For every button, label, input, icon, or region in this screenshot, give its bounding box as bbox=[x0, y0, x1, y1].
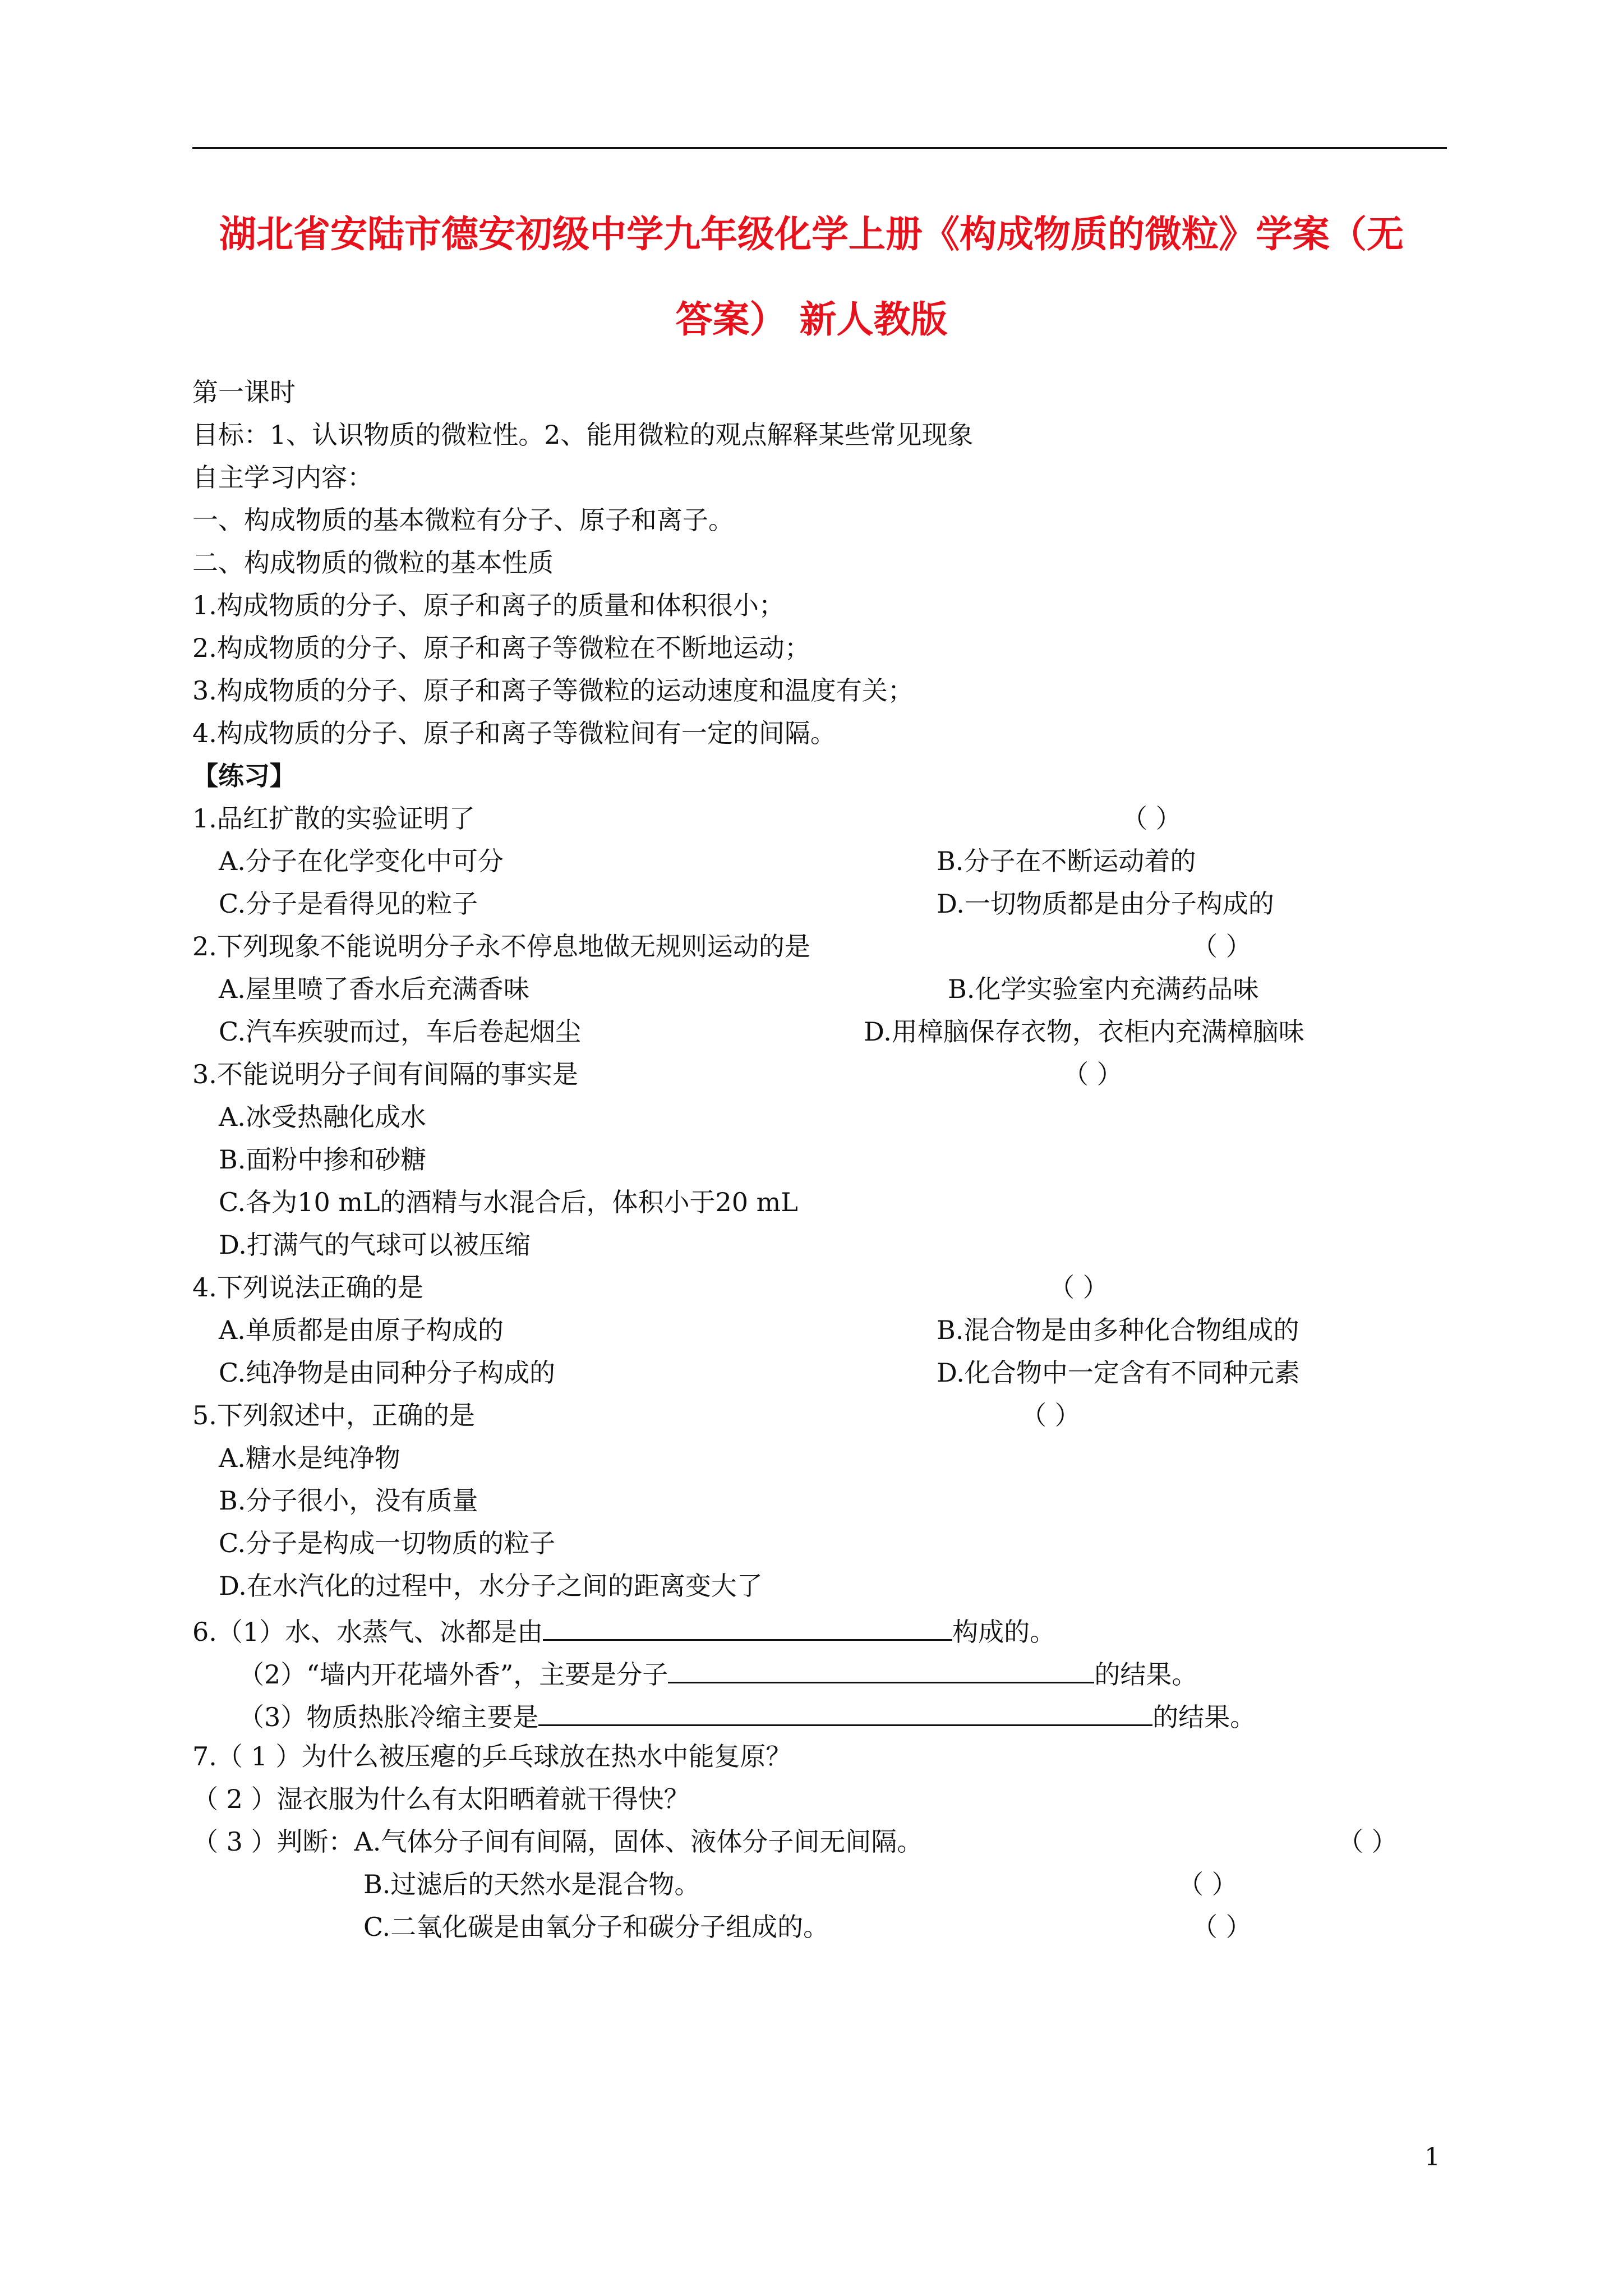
question-4-option-a: A.单质都是由原子构成的 bbox=[219, 1315, 504, 1345]
answer-parentheses: （ ） bbox=[1122, 803, 1182, 834]
question-6-part-2-prefix: （2）“墙内开花墙外香”，主要是分子 bbox=[238, 1659, 668, 1690]
property-3: 3.构成物质的分子、原子和离子等微粒的运动速度和温度有关； bbox=[192, 675, 914, 706]
question-1-option-a: A.分子在化学变化中可分 bbox=[219, 846, 504, 876]
question-2-option-b: B.化学实验室内充满药品味 bbox=[948, 974, 1259, 1004]
answer-blank[interactable] bbox=[668, 1655, 1094, 1683]
self-study-heading: 自主学习内容： bbox=[192, 462, 373, 493]
question-6-part-3-prefix: （3）物质热胀冷缩主要是 bbox=[238, 1702, 539, 1732]
question-6-part-2-suffix: 的结果。 bbox=[1094, 1659, 1198, 1690]
question-4-stem: 4.下列说法正确的是 bbox=[192, 1272, 423, 1303]
answer-parentheses: （ ） bbox=[1338, 1826, 1398, 1857]
practice-heading: 【练习】 bbox=[192, 761, 296, 791]
answer-parentheses: （ ） bbox=[1049, 1272, 1109, 1303]
question-3-option-c: C.各为10 mL的酒精与水混合后，体积小于20 mL bbox=[219, 1187, 798, 1217]
question-7-part-2: （ 2 ）湿衣服为什么有太阳晒着就干得快？ bbox=[192, 1784, 690, 1814]
answer-parentheses: （ ） bbox=[1178, 1869, 1238, 1899]
question-3-stem: 3.不能说明分子间有间隔的事实是 bbox=[192, 1059, 578, 1089]
document-title-line-1: 湖北省安陆市德安初级中学九年级化学上册《构成物质的微粒》学案（无 bbox=[219, 213, 1404, 256]
question-2-stem: 2.下列现象不能说明分子永不停息地做无规则运动的是 bbox=[192, 931, 810, 961]
answer-parentheses: （ ） bbox=[1063, 1059, 1123, 1089]
document-title-line-2: 答案） 新人教版 bbox=[675, 298, 948, 341]
question-1-option-d: D.一切物质都是由分子构成的 bbox=[937, 889, 1274, 919]
section-two: 二、构成物质的微粒的基本性质 bbox=[192, 547, 554, 578]
answer-parentheses: （ ） bbox=[1192, 1912, 1252, 1942]
question-6-part-2 bbox=[238, 1655, 1197, 1691]
question-3-option-d: D.打满气的气球可以被压缩 bbox=[219, 1230, 531, 1260]
question-6-part-3 bbox=[238, 1697, 1256, 1733]
answer-blank[interactable] bbox=[543, 1612, 952, 1641]
property-2: 2.构成物质的分子、原子和离子等微粒在不断地运动； bbox=[192, 633, 810, 663]
page-number: 1 bbox=[1424, 2143, 1440, 2171]
answer-parentheses: （ ） bbox=[1021, 1400, 1081, 1430]
question-6-part-3-suffix: 的结果。 bbox=[1152, 1702, 1256, 1732]
question-7-judgement-c: C.二氧化碳是由氧分子和碳分子组成的。 bbox=[363, 1912, 829, 1942]
question-1-option-b: B.分子在不断运动着的 bbox=[937, 846, 1196, 876]
question-6-part-1 bbox=[192, 1612, 1055, 1648]
question-5-option-c: C.分子是构成一切物质的粒子 bbox=[219, 1528, 556, 1558]
answer-blank[interactable] bbox=[538, 1697, 1152, 1726]
question-5-option-d: D.在水汽化的过程中，水分子之间的距离变大了 bbox=[219, 1571, 763, 1601]
question-7-part-1: 7.（ 1 ）为什么被压瘪的乒乓球放在热水中能复原？ bbox=[192, 1741, 792, 1772]
question-3-option-a: A.冰受热融化成水 bbox=[219, 1102, 426, 1132]
question-2-option-d: D.用樟脑保存衣物，衣柜内充满樟脑味 bbox=[864, 1016, 1304, 1047]
header-rule bbox=[192, 147, 1447, 149]
question-4-option-b: B.混合物是由多种化合物组成的 bbox=[937, 1315, 1299, 1345]
section-one: 一、构成物质的基本微粒有分子、原子和离子。 bbox=[192, 505, 734, 535]
question-5-option-a: A.糖水是纯净物 bbox=[219, 1443, 400, 1473]
question-3-option-b: B.面粉中掺和砂糖 bbox=[219, 1144, 427, 1175]
lesson-label: 第一课时 bbox=[192, 377, 296, 407]
question-2-option-a: A.屋里喷了香水后充满香味 bbox=[219, 974, 529, 1004]
answer-parentheses: （ ） bbox=[1192, 931, 1252, 961]
question-6-part-1-suffix: 构成的。 bbox=[952, 1617, 1056, 1647]
question-5-stem: 5.下列叙述中，正确的是 bbox=[192, 1400, 475, 1430]
learning-goal: 目标：1、认识物质的微粒性。2、能用微粒的观点解释某些常见现象 bbox=[192, 420, 974, 450]
question-6-part-1-prefix: 6.（1）水、水蒸气、冰都是由 bbox=[192, 1617, 543, 1647]
question-4-option-c: C.纯净物是由同种分子构成的 bbox=[219, 1358, 556, 1388]
question-1-stem: 1.品红扩散的实验证明了 bbox=[192, 803, 475, 834]
question-4-option-d: D.化合物中一定含有不同种元素 bbox=[937, 1358, 1300, 1388]
question-1-option-c: C.分子是看得见的粒子 bbox=[219, 889, 478, 919]
question-7-judgement-b: B.过滤后的天然水是混合物。 bbox=[363, 1869, 700, 1899]
question-5-option-b: B.分子很小，没有质量 bbox=[219, 1485, 478, 1516]
property-4: 4.构成物质的分子、原子和离子等微粒间有一定的间隔。 bbox=[192, 718, 836, 748]
question-7-part-3: （ 3 ）判断：A.气体分子间有间隔，固体、液体分子间无间隔。 bbox=[192, 1826, 923, 1857]
property-1: 1.构成物质的分子、原子和离子的质量和体积很小； bbox=[192, 590, 785, 620]
question-2-option-c: C.汽车疾驶而过，车后卷起烟尘 bbox=[219, 1016, 582, 1047]
